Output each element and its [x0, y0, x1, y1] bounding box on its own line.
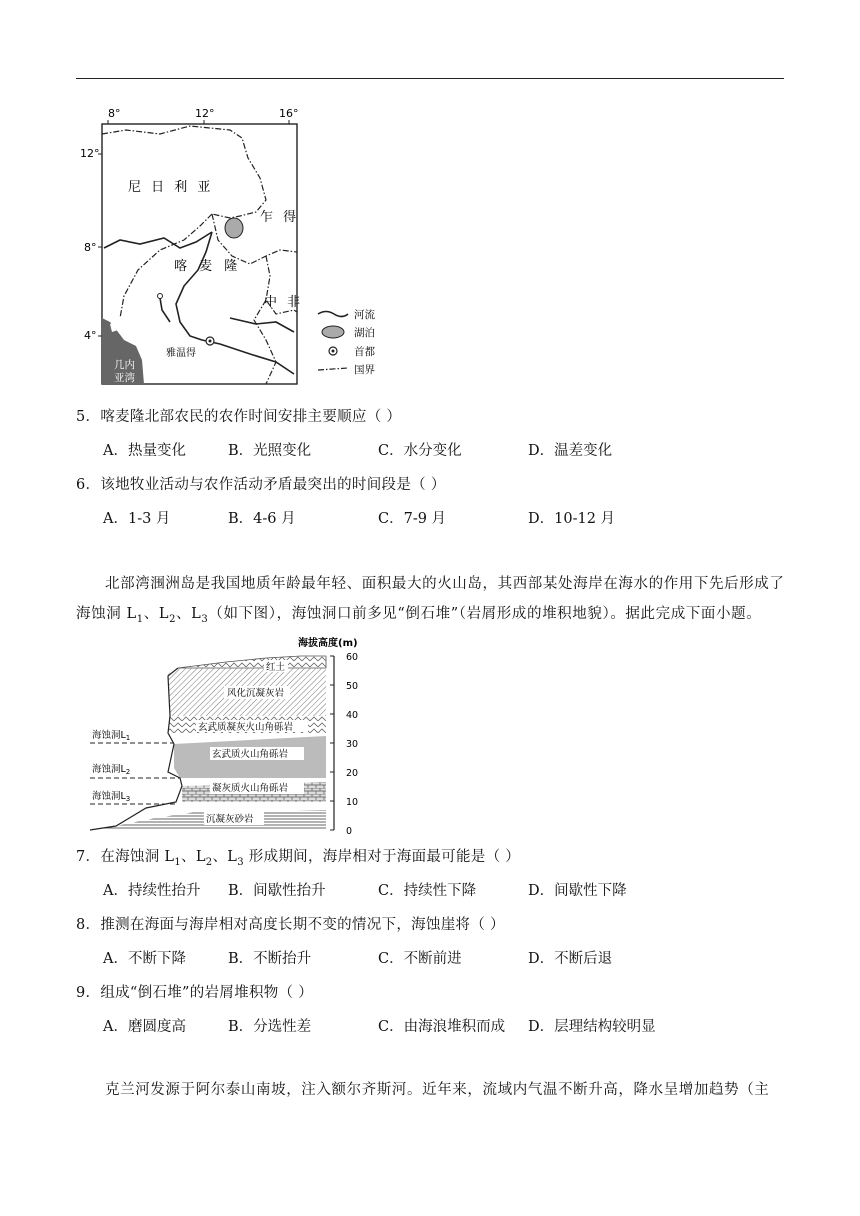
gulf-label: 亚湾	[114, 372, 135, 384]
legend-label: 湖泊	[354, 327, 375, 339]
q6-option-b[interactable]: B．4-6 月	[228, 511, 296, 527]
q5-option-d[interactable]: D．温差变化	[528, 443, 613, 459]
q7-option-d[interactable]: D．间歇性下降	[528, 883, 627, 899]
question-9-stem: 9．组成“倒石堆”的岩屑堆积物（ ）	[76, 985, 314, 1001]
passage-weizhou: 北部湾涠洲岛是我国地质年龄最年轻、面积最大的火山岛，其西部某处海岸在海水的作用下先后形成了海蚀洞 $L_1$、$L_2$、$L_3$（如下图），海蚀洞口前多见“倒石堆”（岩屑形成的堆积地貌）。据此完成下面小题。	[76, 576, 785, 625]
q5-option-b[interactable]: B．光照变化	[228, 443, 312, 459]
q8-option-d[interactable]: D．不断后退	[528, 951, 613, 967]
q8-option-b[interactable]: B．不断抬升	[228, 951, 312, 967]
cameroon-map	[80, 100, 400, 395]
legend-label: 河流	[354, 309, 375, 321]
q6-option-c[interactable]: C．7-9 月	[378, 511, 447, 527]
legend-label: 国界	[354, 364, 375, 376]
lake-chad	[225, 218, 243, 238]
country-label: 喀 麦 隆	[174, 259, 242, 274]
cave-label: 海蚀洞$L_2$	[92, 764, 131, 776]
q6-option-d[interactable]: D．10-12 月	[528, 511, 616, 527]
q5-option-a[interactable]: A．热量变化	[103, 443, 186, 459]
axis-tick: 0	[346, 826, 353, 837]
capital-label: 雅温得	[166, 348, 196, 359]
layer-label: 风化沉凝灰岩	[227, 688, 285, 699]
axis-tick: 60	[346, 652, 359, 663]
lon-label: 8°	[108, 107, 121, 120]
q7-option-c[interactable]: C．持续性下降	[378, 883, 477, 899]
question-7-stem: 7．在海蚀洞 $L_1$、$L_2$、$L_3$ 形成期间，海岸相对于海面最可能是（ ）	[76, 849, 521, 868]
layer-label: 沉凝灰砂岩	[206, 814, 254, 825]
layer-label: 凝灰质火山角砾岩	[212, 783, 289, 794]
q8-option-c[interactable]: C．不断前进	[378, 951, 462, 967]
axis-tick: 50	[346, 681, 359, 692]
q7-option-b[interactable]: B．间歇性抬升	[228, 883, 326, 899]
gulf-label: 几内	[114, 359, 135, 371]
q9-option-c[interactable]: C．由海浪堆积而成	[378, 1019, 506, 1035]
lon-label: 16°	[279, 107, 299, 120]
lat-label: 4°	[84, 329, 97, 342]
header-rule	[76, 78, 784, 79]
layer-red-soil	[178, 656, 326, 668]
legend-label: 首都	[354, 346, 375, 358]
question-5-stem: 5．喀麦隆北部农民的农作时间安排主要顺应（ ）	[76, 409, 402, 425]
axis-tick: 20	[346, 768, 359, 779]
question-6-stem: 6．该地牧业活动与农作活动矛盾最突出的时间段是（ ）	[76, 477, 446, 493]
axis-tick: 40	[346, 710, 359, 721]
country-label: 乍 得	[260, 210, 300, 225]
country-label: 中 非	[264, 295, 304, 310]
axis-tick: 10	[346, 797, 359, 808]
map-legend	[318, 308, 375, 376]
lake-legend-icon	[322, 326, 344, 338]
country-label: 尼 日 利 亚	[128, 180, 214, 195]
axis-tick: 30	[346, 739, 359, 750]
lon-label: 12°	[195, 107, 215, 120]
sea-cave-profile	[86, 632, 386, 837]
border-legend-icon	[318, 368, 348, 370]
layer-label: 红土	[266, 662, 286, 673]
q9-option-b[interactable]: B．分选性差	[228, 1019, 312, 1035]
passage-kelan-river: 克兰河发源于阿尔泰山南坡，注入额尔齐斯河。近年来，流域内气温不断升高，降水呈增加趋势（主	[105, 1082, 770, 1098]
lat-label: 8°	[84, 241, 97, 254]
q9-option-a[interactable]: A．磨圆度高	[103, 1019, 186, 1035]
layer-label: 玄武质火山角砾岩	[212, 749, 289, 760]
axis-title: 海拔高度(m)	[298, 638, 358, 649]
lat-label: 12°	[80, 147, 100, 160]
q5-option-c[interactable]: C．水分变化	[378, 443, 462, 459]
river-legend-icon	[318, 312, 348, 317]
question-8-stem: 8．推测在海面与海岸相对高度长期不变的情况下，海蚀崖将（ ）	[76, 917, 505, 933]
layer-label: 玄武质凝灰火山角砾岩	[198, 722, 294, 733]
q9-option-d[interactable]: D．层理结构较明显	[528, 1019, 656, 1035]
cave-label: 海蚀洞$L_3$	[92, 791, 131, 803]
q6-option-a[interactable]: A．1-3 月	[103, 511, 171, 527]
q7-option-a[interactable]: A．持续性抬升	[103, 883, 201, 899]
q8-option-a[interactable]: A．不断下降	[103, 951, 186, 967]
cave-label: 海蚀洞$L_1$	[92, 730, 131, 742]
